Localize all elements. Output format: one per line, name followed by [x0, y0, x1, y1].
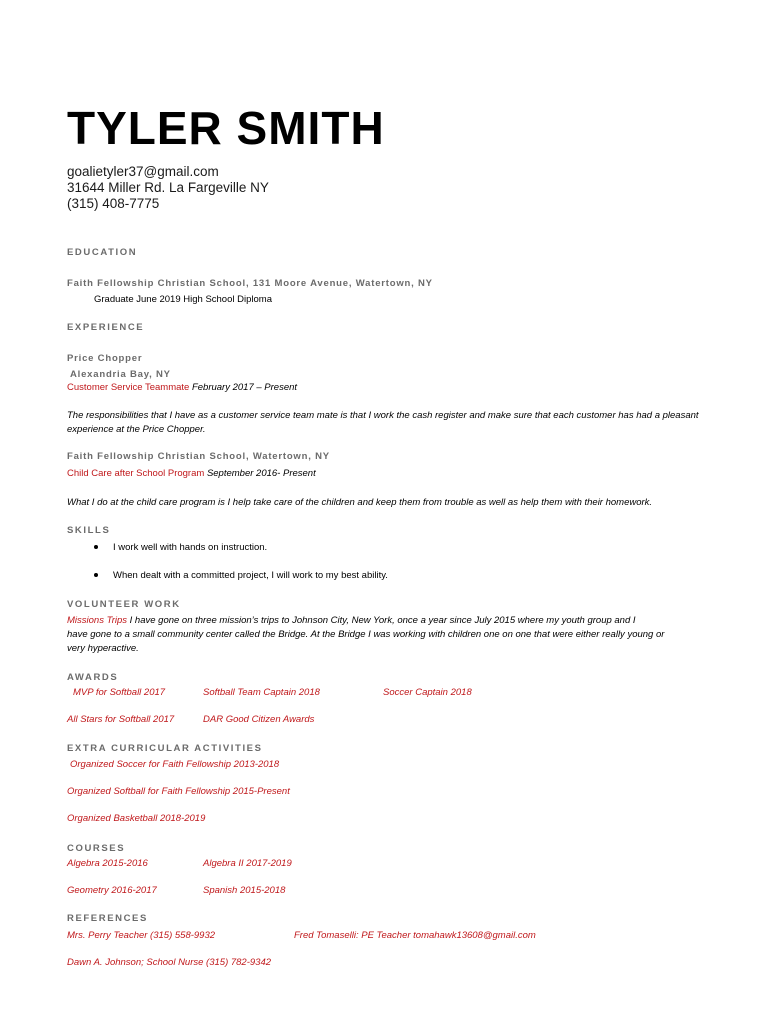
skill-item: I work well with hands on instruction. [113, 542, 268, 553]
award-item: All Stars for Softball 2017 [67, 714, 175, 725]
activity-item: Organized Basketball 2018-2019 [67, 813, 206, 824]
contact-email: goalietyler37@gmail.com [67, 164, 219, 179]
bullet-icon [94, 573, 98, 577]
award-item: Softball Team Captain 2018 [203, 687, 320, 698]
skills-heading: SKILLS [67, 525, 111, 536]
reference-item: Dawn A. Johnson; School Nurse (315) 782-9342 [67, 957, 272, 968]
course-item: Algebra 2015-2016 [67, 858, 148, 869]
contact-phone: (315) 408-7775 [67, 196, 160, 211]
education-heading: EDUCATION [67, 247, 138, 258]
activity-item: Organized Soccer for Faith Fellowship 2013-2018 [70, 759, 280, 770]
job-role-line [67, 468, 316, 479]
skill-item: When dealt with a committed project, I will work to my best ability. [113, 570, 388, 581]
volunteer-heading: VOLUNTEER WORK [67, 599, 181, 610]
education-school: Faith Fellowship Christian School, 131 Moore Avenue, Watertown, NY [67, 278, 433, 289]
job-dates: February 2017 – Present [191, 382, 298, 393]
reference-item: Mrs. Perry Teacher (315) 558-9932 [67, 930, 216, 941]
awards-heading: AWARDS [67, 672, 119, 683]
job-role: Customer Service Teammate [67, 382, 190, 393]
volunteer-title: Missions Trips [67, 615, 127, 626]
course-item: Spanish 2015-2018 [203, 885, 286, 896]
volunteer-line: very hyperactive. [67, 643, 139, 654]
job-role: Child Care after School Program [67, 468, 205, 479]
experience-heading: EXPERIENCE [67, 322, 145, 333]
bullet-icon [94, 545, 98, 549]
volunteer-line: have gone to a small community center called the Bridge. At the Bridge I was working with children one on one that were either really young or [67, 629, 665, 640]
award-item: MVP for Softball 2017 [73, 687, 166, 698]
award-item: DAR Good Citizen Awards [203, 714, 315, 725]
job-employer: Price Chopper [67, 353, 143, 364]
award-item: Soccer Captain 2018 [383, 687, 472, 698]
job-description: The responsibilities that I have as a customer service team mate is that I work the cash register and make sure that each customer has had a pleasant experience at the Price Chopper. [67, 410, 699, 435]
reference-item: Fred Tomaselli: PE Teacher tomahawk13608@gmail.com [294, 930, 536, 941]
job-dates: September 2016- Present [206, 468, 316, 479]
course-item: Geometry 2016-2017 [67, 885, 157, 896]
courses-heading: COURSES [67, 843, 126, 854]
course-item: Algebra II 2017-2019 [203, 858, 292, 869]
job-employer: Faith Fellowship Christian School, Watertown, NY [67, 451, 330, 462]
volunteer-line: I have gone on three mission’s trips to Johnson City, New York, once a year since July 2015 where my youth group and I [127, 615, 636, 626]
activity-item: Organized Softball for Faith Fellowship 2015-Present [67, 786, 290, 797]
candidate-name: TYLER SMITH [67, 102, 385, 154]
job-location: Alexandria Bay, NY [70, 369, 171, 380]
volunteer-text [67, 614, 707, 656]
extracurricular-heading: EXTRA CURRICULAR ACTIVITIES [67, 743, 263, 754]
contact-address: 31644 Miller Rd. La Fargeville NY [67, 180, 269, 195]
references-heading: REFERENCES [67, 913, 148, 924]
job-description: What I do at the child care program is I help take care of the children and keep them from trouble as well as help them with their homework. [67, 497, 653, 508]
job-role-line [67, 382, 297, 393]
education-detail: Graduate June 2019 High School Diploma [94, 294, 272, 305]
